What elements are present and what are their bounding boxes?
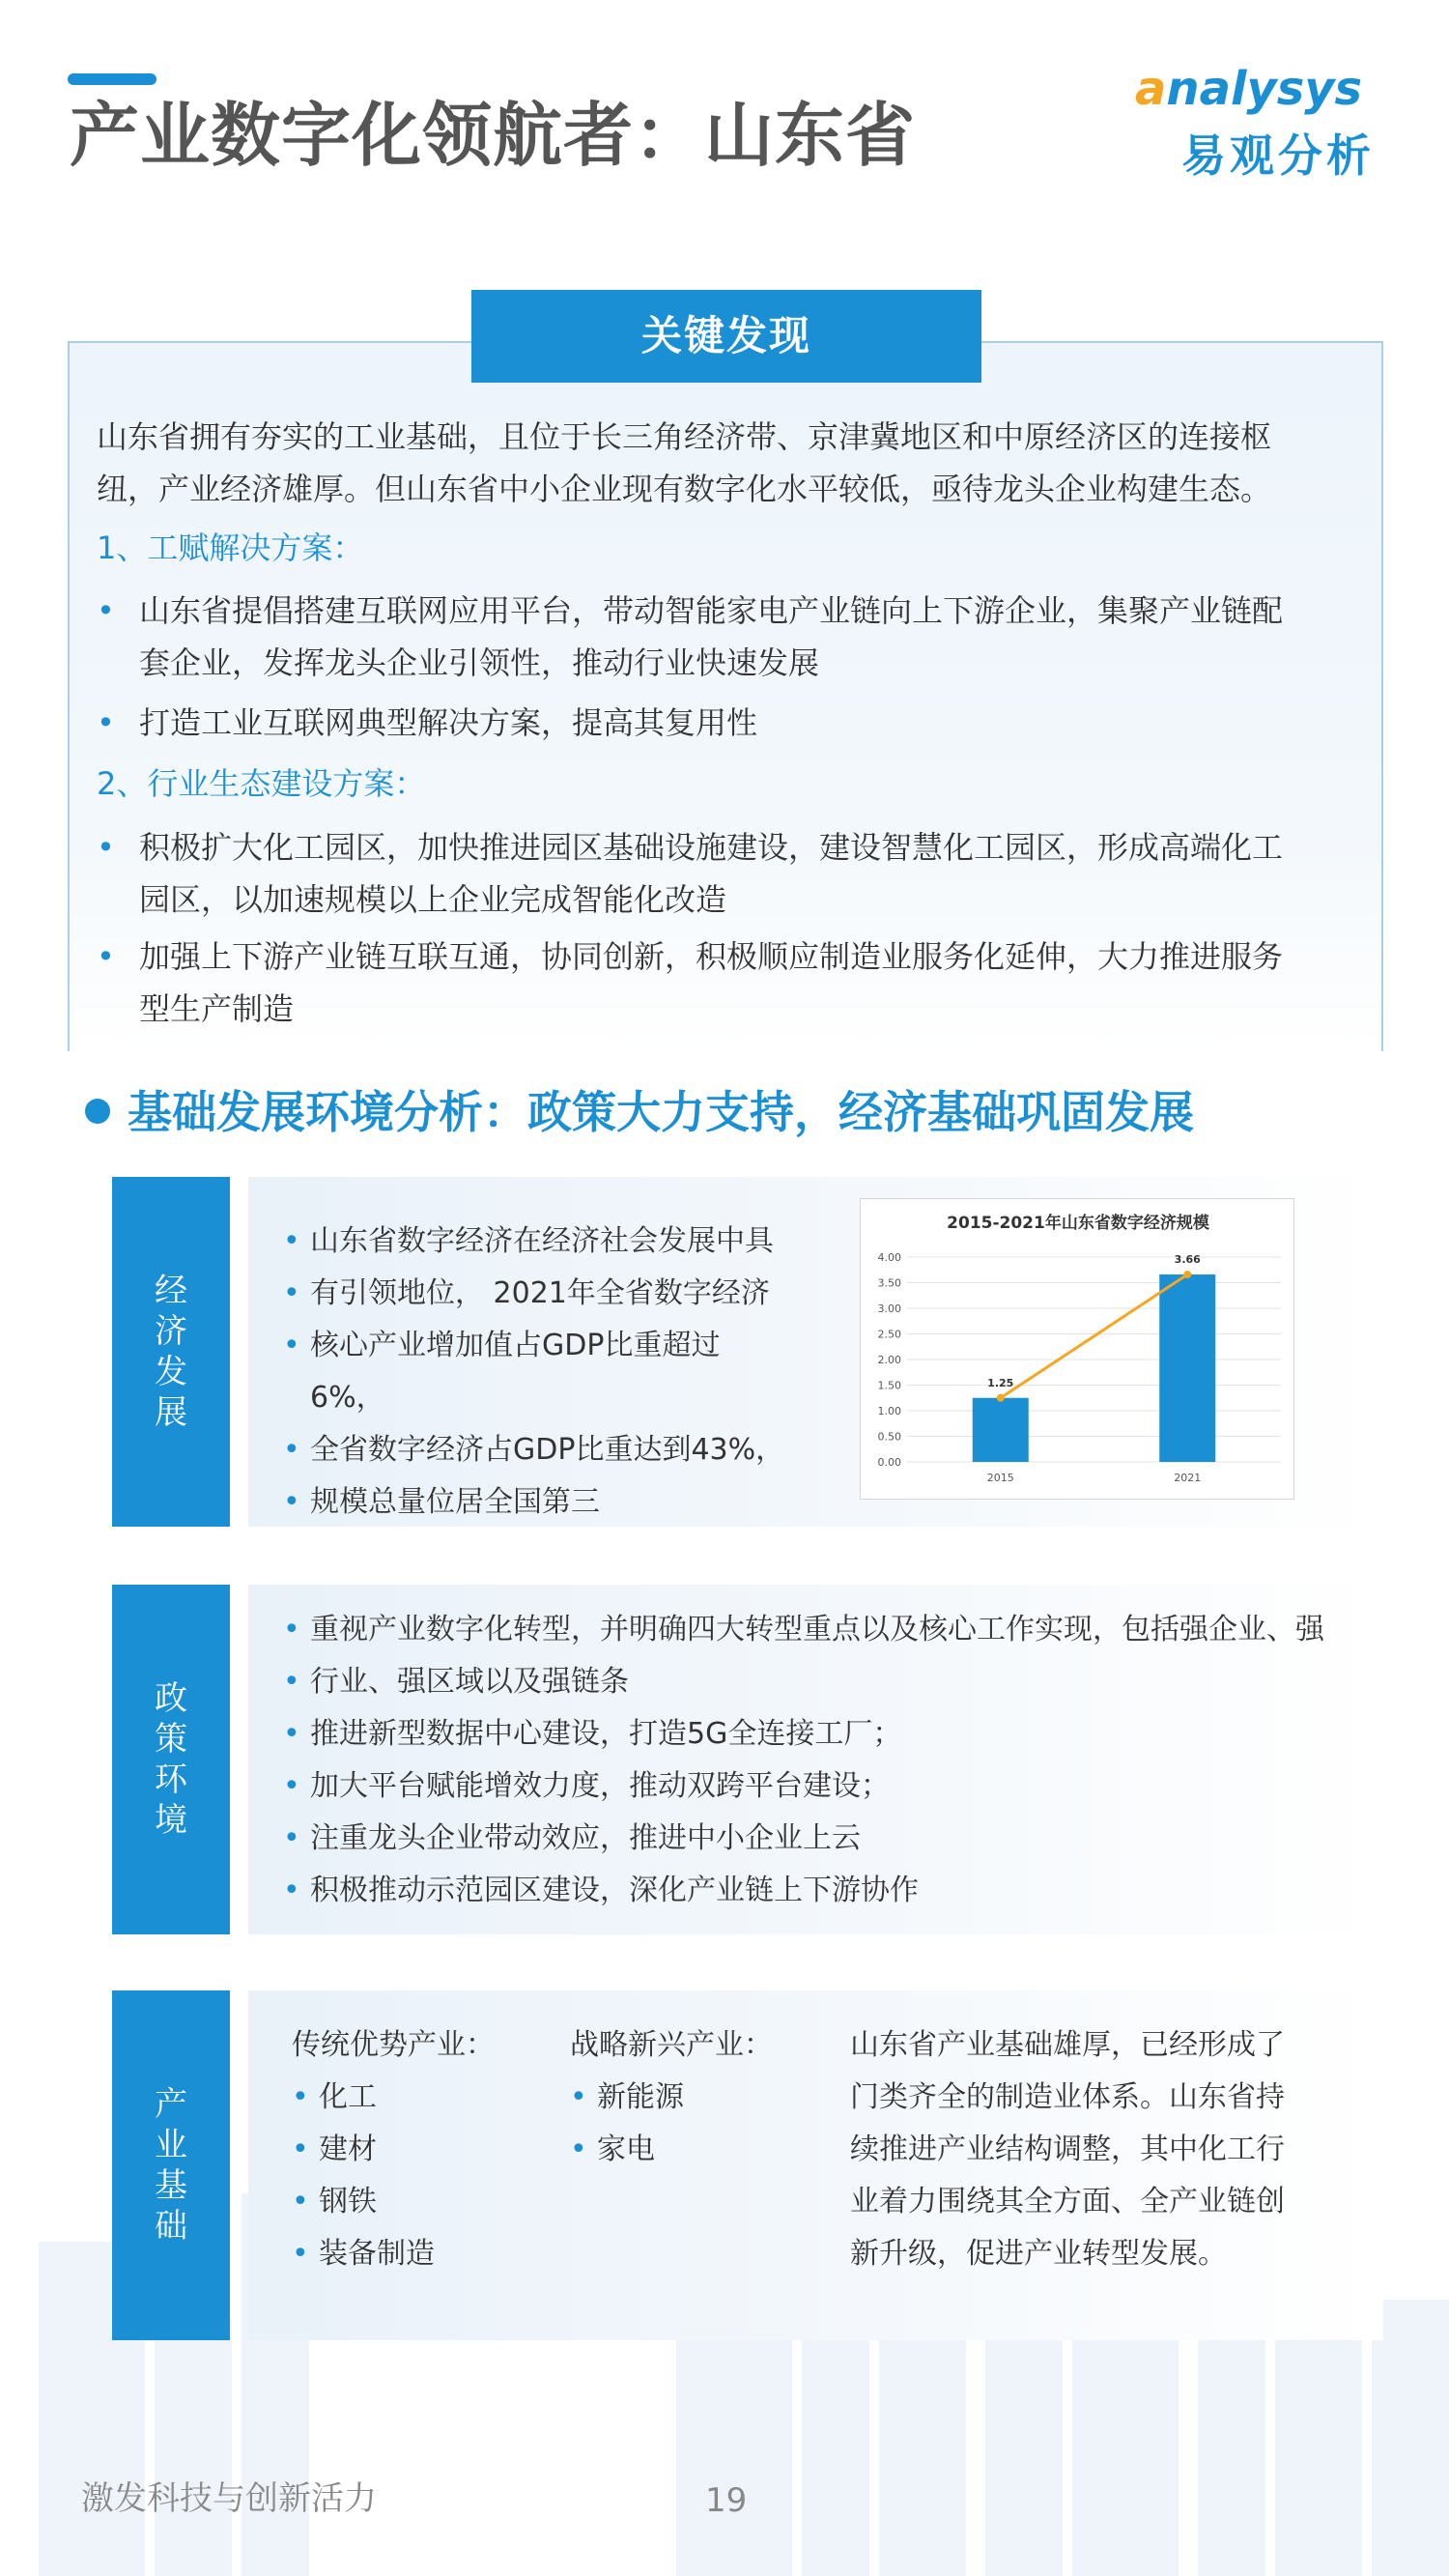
list-item: • 家电 bbox=[570, 2124, 684, 2176]
list-item: • 新能源 bbox=[570, 2072, 684, 2124]
section-bullet-icon bbox=[85, 1099, 110, 1124]
title-accent-bar bbox=[68, 73, 156, 85]
trend-point bbox=[997, 1394, 1005, 1402]
y-tick-label: 2.00 bbox=[877, 1354, 901, 1366]
data-label: 3.66 bbox=[1174, 1253, 1201, 1267]
policy-item: • 加大平台赋能增效力度，推动双跨平台建设； bbox=[283, 1760, 1346, 1813]
emerging-industry-title: 战略新兴产业： bbox=[570, 2028, 773, 2062]
digital-economy-chart bbox=[860, 1198, 1294, 1500]
findings-bullet: • 积极扩大化工园区，加快推进园区基础设施建设，建设智慧化工园区，形成高端化工 园区，以加速规模以上企业完成智能化改造 bbox=[97, 821, 1343, 926]
page-number: 19 bbox=[705, 2481, 748, 2520]
key-findings-tab: 关键发现 bbox=[471, 290, 981, 383]
policy-item-continued: • 行业、强区域以及强链条 bbox=[283, 1656, 1346, 1708]
findings-intro-line: 纽，产业经济雄厚。但山东省中小企业现有数字化水平较低，亟待龙头企业构建生态。 bbox=[97, 471, 1272, 507]
traditional-industry-title: 传统优势产业： bbox=[292, 2028, 495, 2062]
list-item: • 化工 bbox=[292, 2072, 435, 2124]
trend-point bbox=[1183, 1271, 1191, 1278]
y-tick-label: 3.00 bbox=[877, 1302, 901, 1315]
data-label: 1.25 bbox=[987, 1376, 1014, 1389]
bullet-icon: • bbox=[97, 938, 115, 975]
economy-line: • 山东省数字经济在经济社会发展中具 bbox=[283, 1216, 785, 1268]
economy-line: • 有引领地位， 2021年全省数字经济 bbox=[283, 1268, 785, 1320]
page-title: 产业数字化领航者：山东省 bbox=[70, 95, 917, 176]
chart-title: 2015-2021年山东省数字经济规模 bbox=[947, 1214, 1209, 1233]
economy-label: 经 济 发 展 bbox=[112, 1177, 230, 1527]
analysys-logo bbox=[1135, 62, 1386, 191]
trend-line bbox=[1001, 1274, 1188, 1398]
logo-chinese: 易观分析 bbox=[1181, 129, 1375, 182]
y-tick-label: 0.50 bbox=[877, 1430, 901, 1444]
x-tick-label: 2015 bbox=[986, 1472, 1014, 1484]
economy-text bbox=[283, 1216, 785, 1529]
findings-bullet: • 打造工业互联网典型解决方案，提高其复用性 bbox=[97, 697, 1343, 749]
list-item: • 建材 bbox=[292, 2124, 435, 2176]
emerging-industry-list bbox=[570, 2072, 684, 2176]
findings-intro-line: 山东省拥有夯实的工业基础，且位于长三角经济带、京津冀地区和中原经济区的连接枢 bbox=[97, 418, 1272, 455]
economy-line: • 全省数字经济占GDP比重达到43%， bbox=[283, 1424, 785, 1476]
bullet-icon: • bbox=[97, 704, 115, 741]
policy-item: • 推进新型数据中心建设，打造5G全连接工厂； bbox=[283, 1708, 1346, 1760]
y-tick-label: 1.00 bbox=[877, 1405, 901, 1417]
y-tick-label: 0.00 bbox=[877, 1456, 901, 1469]
list-item: • 装备制造 bbox=[292, 2228, 435, 2280]
policy-item: • 注重龙头企业带动效应，推进中小企业上云 bbox=[283, 1813, 1346, 1865]
policy-list bbox=[283, 1604, 1346, 1917]
bullet-icon: • bbox=[97, 592, 115, 629]
footer-slogan: 激发科技与创新活力 bbox=[81, 2479, 377, 2518]
economy-line: • 规模总量位居全国第三 bbox=[283, 1476, 785, 1529]
chart-svg bbox=[861, 1199, 1295, 1501]
findings-bullet: • 山东省提倡搭建互联网应用平台，带动智能家电产业链向上下游企业，集聚产业链配 套企业，发挥龙头企业引领性，推动行业快速发展 bbox=[97, 585, 1343, 689]
findings-heading-1: 1、工赋解决方案： bbox=[97, 530, 364, 566]
policy-item: • 重视产业数字化转型，并明确四大转型重点以及核心工作实现，包括强企业、强 bbox=[283, 1604, 1346, 1656]
logo-wordmark: analysys bbox=[1135, 62, 1363, 116]
y-tick-label: 3.50 bbox=[877, 1276, 901, 1290]
industry-label: 产 业 基 础 bbox=[112, 1990, 230, 2340]
list-item: • 钢铁 bbox=[292, 2176, 435, 2228]
findings-heading-2: 2、行业生态建设方案： bbox=[97, 765, 426, 802]
industry-summary: 山东省产业基础雄厚，已经形成了 门类齐全的制造业体系。山东省持 续推进产业结构调整，其中化工行 业着力围绕其全方面、全产业链创 新升级，促进产业转型发展。 bbox=[850, 2028, 1285, 2271]
chart-bar bbox=[1159, 1274, 1215, 1462]
economy-line: • 核心产业增加值占GDP比重超过6%， bbox=[283, 1320, 785, 1424]
y-tick-label: 4.00 bbox=[877, 1251, 901, 1264]
chart-bar bbox=[973, 1398, 1029, 1462]
policy-item: • 积极推动示范园区建设，深化产业链上下游协作 bbox=[283, 1865, 1346, 1917]
findings-bullet: • 加强上下游产业链互联互通，协同创新，积极顺应制造业服务化延伸，大力推进服务 型生产制造 bbox=[97, 930, 1343, 1035]
y-tick-label: 2.50 bbox=[877, 1328, 901, 1341]
x-tick-label: 2021 bbox=[1174, 1472, 1202, 1484]
section-title: 基础发展环境分析：政策大力支持，经济基础巩固发展 bbox=[128, 1086, 1194, 1138]
bullet-icon: • bbox=[97, 829, 115, 866]
traditional-industry-list bbox=[292, 2072, 435, 2280]
y-tick-label: 1.50 bbox=[877, 1379, 901, 1392]
policy-label: 政 策 环 境 bbox=[112, 1585, 230, 1934]
